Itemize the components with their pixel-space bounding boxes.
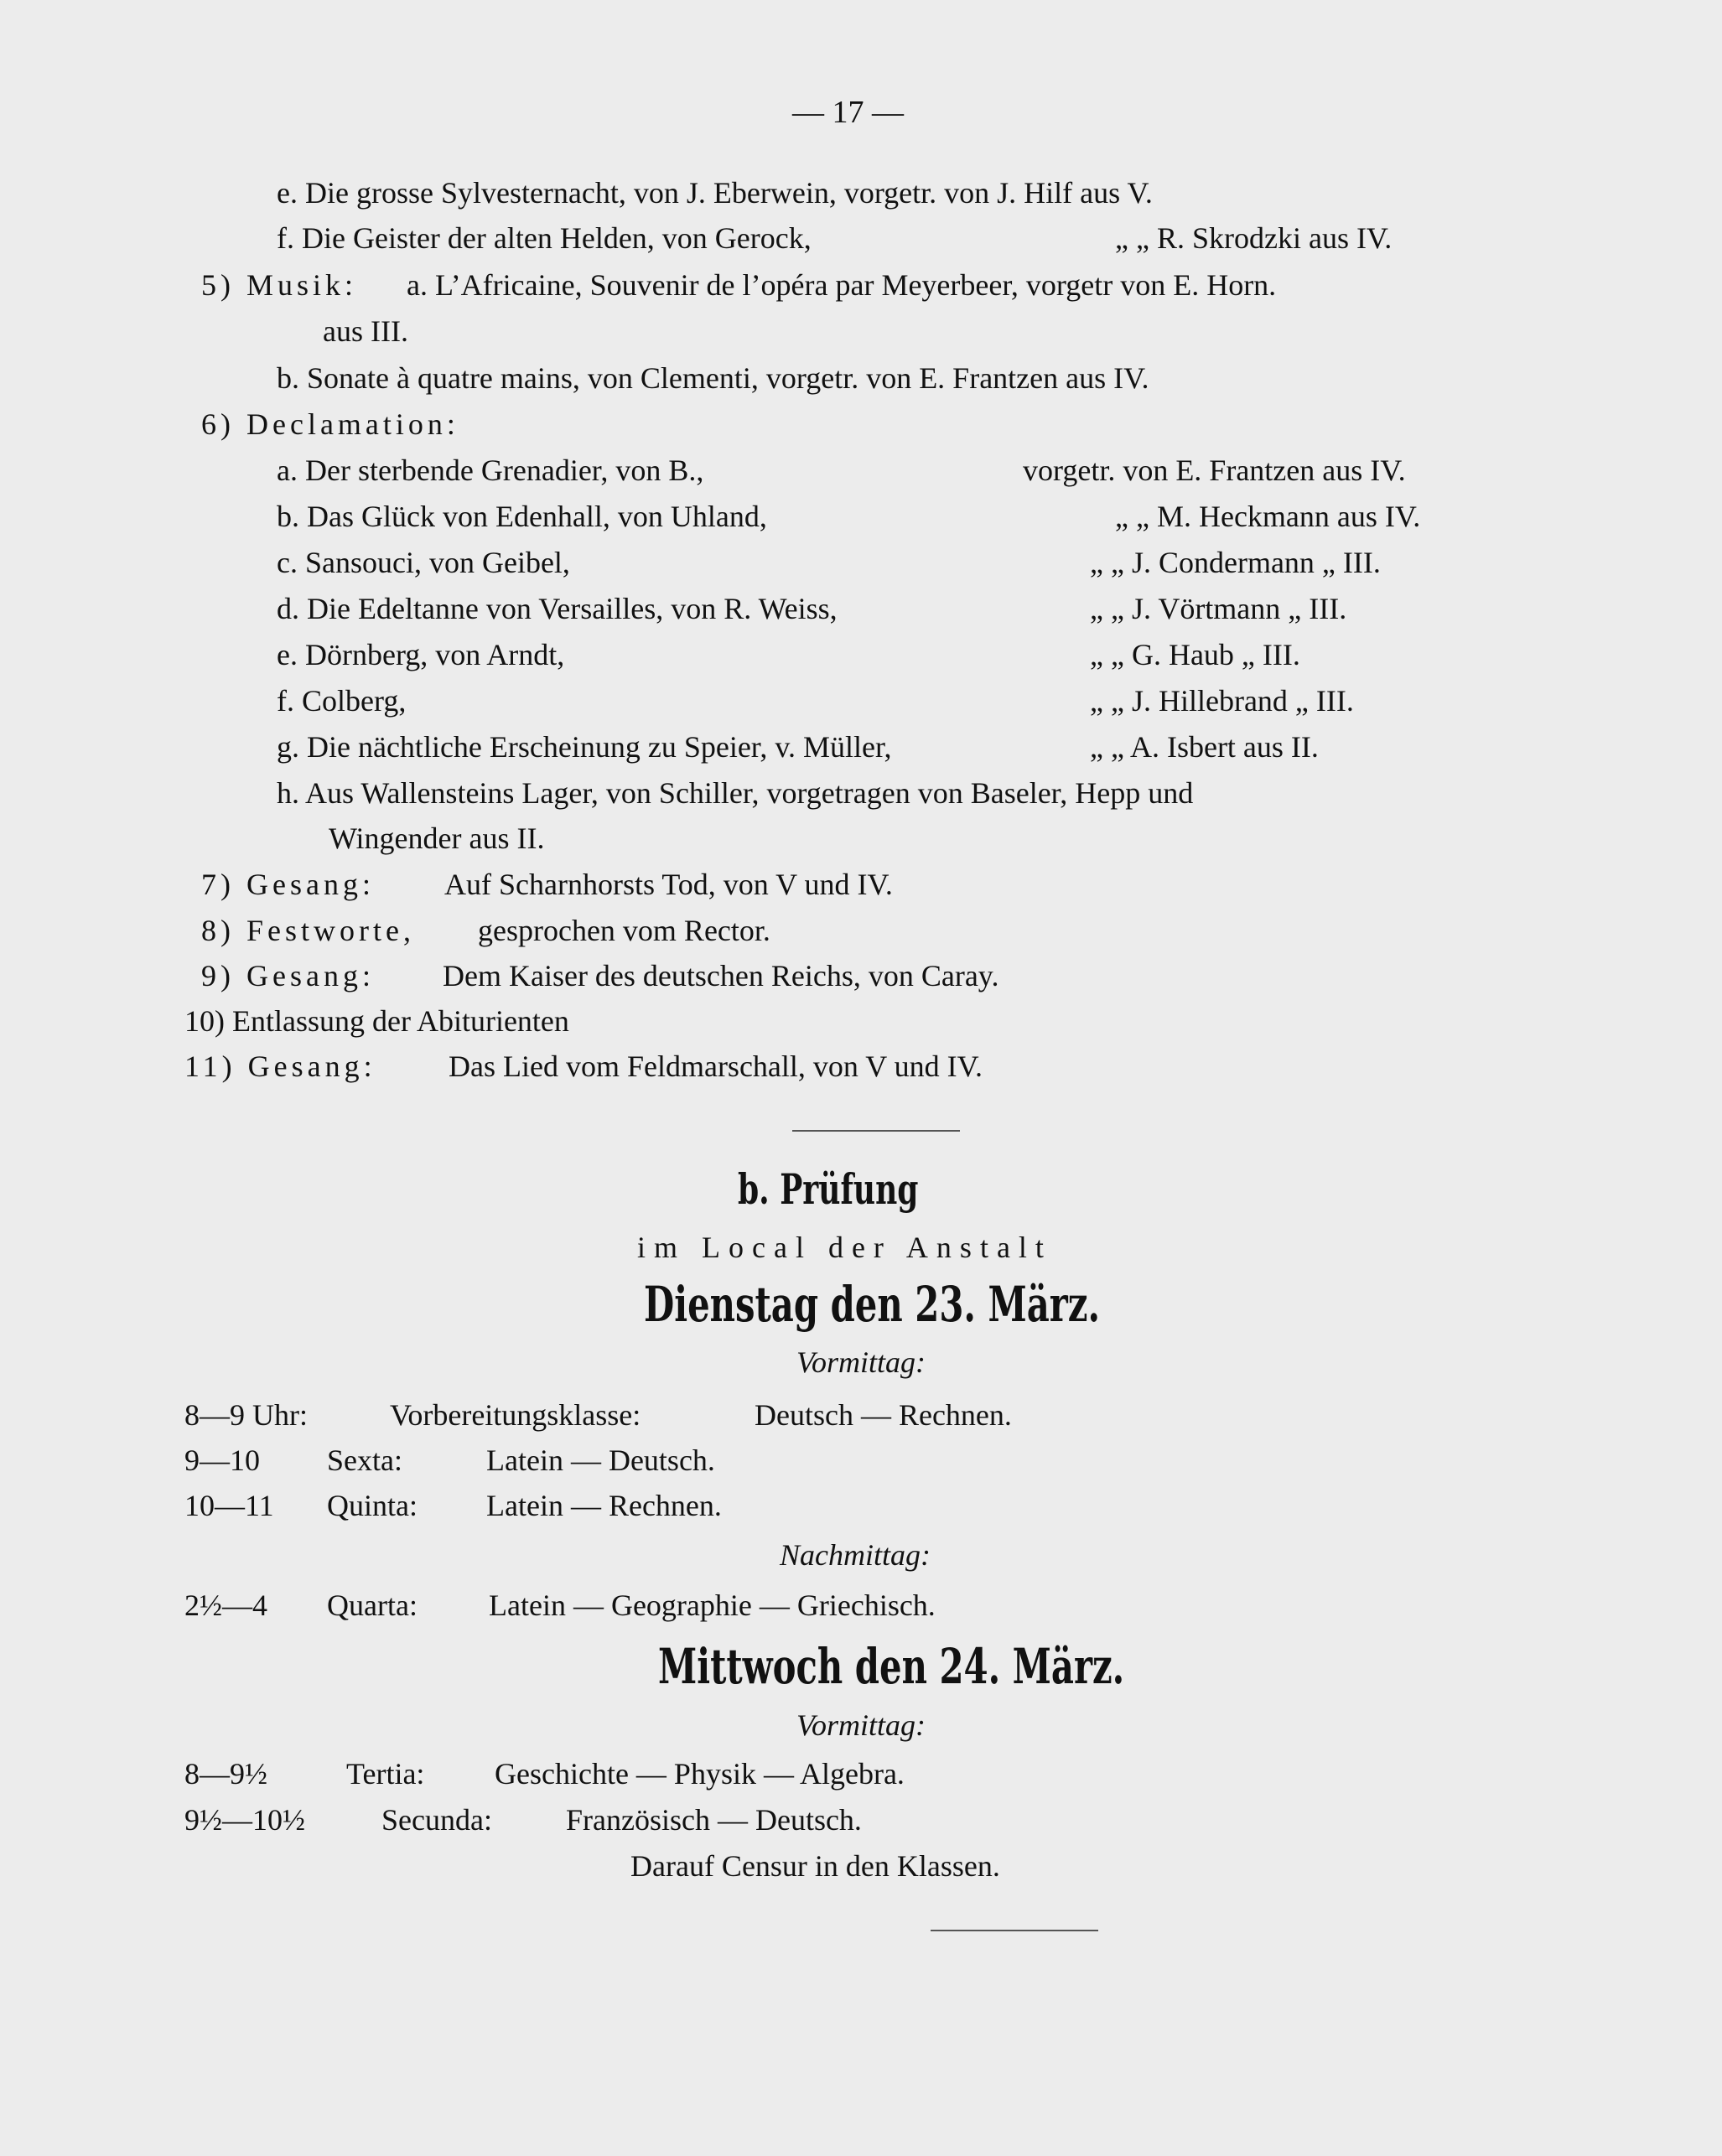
declamation-item-h: h. Aus Wallensteins Lager, von Schiller, vorgetragen von Baseler, Hepp und (277, 776, 1194, 810)
day1-pm-row-subjects: Latein — Geographie — Griechisch. (489, 1588, 936, 1622)
day2-row-1-time: 8—9½ (184, 1757, 267, 1791)
day2-row-2-subjects: Französisch — Deutsch. (566, 1803, 862, 1837)
declamation-item-a: a. Der sterbende Grenadier, von B., (277, 453, 704, 487)
day2-row-1-subjects: Geschichte — Physik — Algebra. (495, 1757, 905, 1791)
page-number: — 17 — (792, 95, 904, 130)
declamation-item-g-performer: „ „ A. Isbert aus II. (1090, 730, 1319, 764)
day2-heading: Mittwoch den 24. März. (658, 1638, 1125, 1695)
festworte-label: 8) Festworte, (201, 914, 415, 947)
gesang-7-label: 7) Gesang: (201, 868, 375, 901)
day1-pm-row-time: 2½—4 (184, 1588, 267, 1622)
exam-title: b. Prüfung (738, 1164, 919, 1214)
declamation-label: 6) Declamation: (201, 407, 459, 441)
day1-morning-label: Vormittag: (796, 1345, 926, 1379)
program-item-f-performer: „ „ R. Skrodzki aus IV. (1115, 221, 1393, 255)
entlassung: 10) Entlassung der Abiturienten (184, 1004, 569, 1038)
declamation-item-b-performer: „ „ M. Heckmann aus IV. (1115, 500, 1421, 533)
day2-morning-label: Vormittag: (796, 1708, 926, 1742)
day1-row-1-time: 8—9 Uhr: (184, 1398, 308, 1432)
bottom-divider (931, 1930, 1098, 1931)
declamation-item-f-performer: „ „ J. Hillebrand „ III. (1090, 684, 1354, 718)
declamation-item-c-performer: „ „ J. Condermann „ III. (1090, 546, 1381, 579)
gesang-7-text: Auf Scharnhorsts Tod, von V und IV. (444, 868, 893, 901)
musik-item-b: b. Sonate à quatre mains, von Clementi, vorgetr. von E. Frantzen aus IV. (277, 361, 1149, 395)
declamation-item-c: c. Sansouci, von Geibel, (277, 546, 570, 579)
declamation-item-d: d. Die Edeltanne von Versailles, von R. Weiss, (277, 592, 838, 625)
musik-item-a: a. L’Africaine, Souvenir de l’opéra par Meyerbeer, vorgetr von E. Horn. (407, 268, 1277, 302)
declamation-item-h-continued: Wingender aus II. (329, 821, 545, 855)
day1-row-3-subjects: Latein — Rechnen. (486, 1489, 722, 1522)
day1-row-3-class: Quinta: (327, 1489, 418, 1522)
day1-row-1-subjects: Deutsch — Rechnen. (755, 1398, 1012, 1432)
exam-subtitle: im Local der Anstalt (637, 1231, 1052, 1264)
gesang-9-text: Dem Kaiser des deutschen Reichs, von Caray. (443, 959, 999, 992)
day1-row-2-time: 9—10 (184, 1443, 260, 1477)
day2-row-1-class: Tertia: (346, 1757, 425, 1791)
musik-item-a-continued: aus III. (323, 314, 408, 348)
program-item-f: f. Die Geister der alten Helden, von Gerock, (277, 221, 812, 255)
declamation-item-g: g. Die nächtliche Erscheinung zu Speier, v. Müller, (277, 730, 892, 764)
day1-row-1-class: Vorbereitungsklasse: (390, 1398, 641, 1432)
gesang-9-label: 9) Gesang: (201, 959, 375, 992)
declamation-item-f: f. Colberg, (277, 684, 407, 718)
declamation-item-b: b. Das Glück von Edenhall, von Uhland, (277, 500, 767, 533)
closing-note: Darauf Censur in den Klassen. (630, 1849, 1000, 1883)
day1-row-2-class: Sexta: (327, 1443, 402, 1477)
day1-row-3-time: 10—11 (184, 1489, 274, 1522)
gesang-11-text: Das Lied vom Feldmarschall, von V und IV. (449, 1049, 983, 1083)
day1-row-2-subjects: Latein — Deutsch. (486, 1443, 715, 1477)
declamation-item-d-performer: „ „ J. Vörtmann „ III. (1090, 592, 1347, 625)
program-item-e: e. Die grosse Sylvesternacht, von J. Eberwein, vorgetr. von J. Hilf aus V. (277, 176, 1153, 210)
day1-pm-row-class: Quarta: (327, 1588, 418, 1622)
day2-row-2-time: 9½—10½ (184, 1803, 305, 1837)
gesang-11-label: 11) Gesang: (184, 1049, 376, 1083)
festworte-text: gesprochen vom Rector. (478, 914, 770, 947)
declamation-item-e-performer: „ „ G. Haub „ III. (1090, 638, 1300, 671)
section-divider (792, 1130, 960, 1132)
musik-label: 5) Musik: (201, 268, 358, 302)
day2-row-2-class: Secunda: (381, 1803, 492, 1837)
day1-heading: Dienstag den 23. März. (644, 1276, 1101, 1333)
day1-afternoon-label: Nachmittag: (780, 1538, 931, 1572)
declamation-item-e: e. Dörnberg, von Arndt, (277, 638, 565, 671)
declamation-item-a-performer: vorgetr. von E. Frantzen aus IV. (1023, 453, 1406, 487)
